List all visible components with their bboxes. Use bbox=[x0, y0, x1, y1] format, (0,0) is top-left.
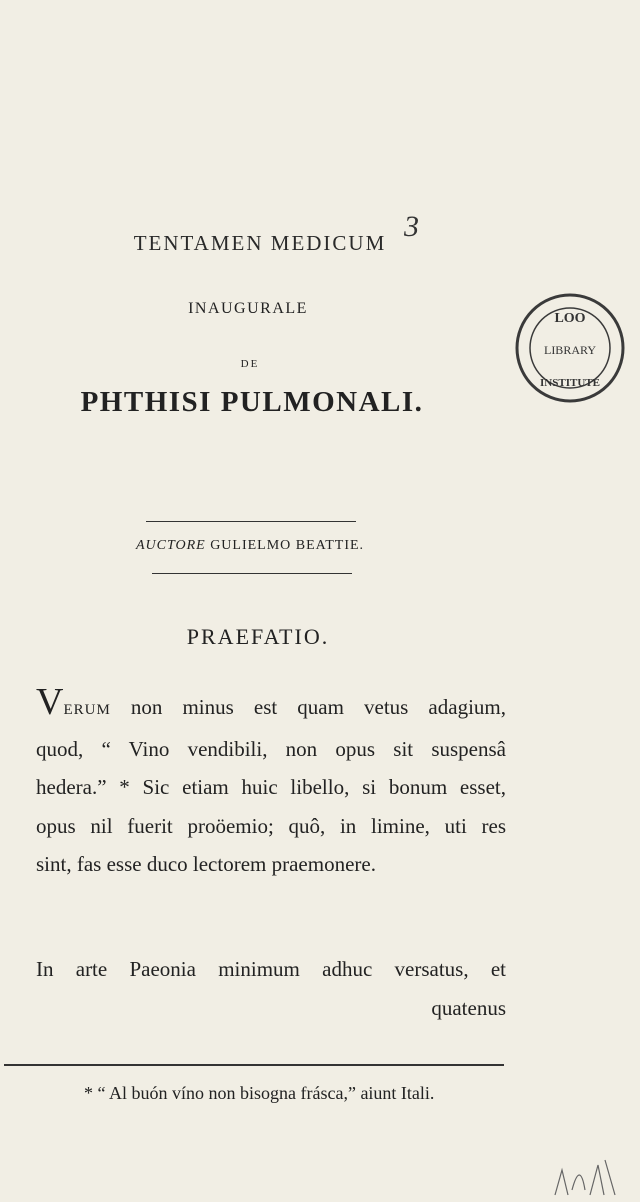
library-stamp-icon bbox=[512, 290, 628, 406]
catchword: quatenus bbox=[431, 995, 506, 1020]
author-line bbox=[0, 538, 640, 554]
paragraph-line: quod, “ Vino vendibili, non opus sit suspensâ bbox=[36, 736, 506, 761]
stamp-bottom-text: INSTITUTE bbox=[540, 377, 600, 389]
title-line-1: TENTAMEN MEDICUM bbox=[133, 231, 387, 255]
title-line-3: DE bbox=[240, 358, 260, 370]
author-name: GULIELMO BEATTIE. bbox=[210, 538, 365, 553]
section-heading: PRAEFATIO. bbox=[186, 624, 330, 649]
page-number: 3 bbox=[404, 210, 419, 243]
paragraph-line: hedera.” * Sic etiam huic libello, si bonum esset, bbox=[36, 775, 506, 799]
preface-paragraph-1 bbox=[36, 681, 506, 884]
stamp-middle-text: LIBRARY bbox=[543, 343, 597, 357]
rule-below-author bbox=[152, 573, 352, 574]
paragraph-line: sint, fas esse duco lectorem praemonere. bbox=[36, 852, 376, 876]
paragraph-line: In arte Paeonia minimum adhuc versatus, et bbox=[36, 957, 506, 981]
stamp-top-text: LOO bbox=[554, 311, 586, 326]
author-lead: AUCTORE bbox=[135, 538, 206, 553]
first-word-rest: ERUM bbox=[63, 702, 111, 718]
title-line-4: PHTHISI PULMONALI. bbox=[80, 386, 424, 418]
pencil-mark-icon bbox=[550, 1150, 620, 1200]
footnote-rule bbox=[4, 1064, 504, 1066]
title-line-2: INAUGURALE bbox=[188, 300, 308, 317]
preface-paragraph-2 bbox=[36, 950, 506, 1027]
paragraph-line: opus nil fuerit proöemio; quô, in limine, uti res bbox=[36, 813, 506, 838]
paragraph-line: VERUM non minus est quam vetus adagium, bbox=[36, 681, 506, 723]
footnote: * “ Al buón víno non bisogna frásca,” aiunt Itali. bbox=[84, 1083, 435, 1103]
rule-above-author bbox=[146, 521, 356, 522]
drop-cap: V bbox=[36, 681, 64, 723]
